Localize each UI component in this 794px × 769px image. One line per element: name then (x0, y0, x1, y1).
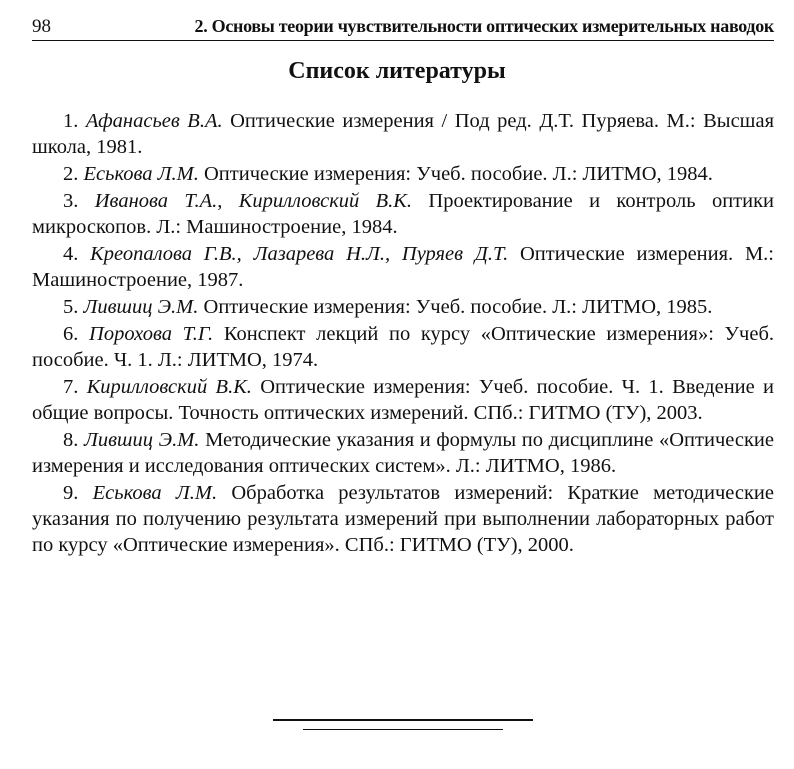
reference-item (32, 321, 774, 373)
reference-author: Еськова Л.М. (83, 163, 199, 185)
reference-number: 2. (63, 163, 79, 185)
reference-item (32, 294, 774, 320)
reference-item (32, 241, 774, 293)
reference-text: Методические указания и формулы по дисциплине «Оптические измерения и исследования оптических систем». Л.: ЛИТМО, 1986. (32, 429, 774, 477)
reference-author: Лившиц Э.М. (83, 296, 199, 318)
end-rule-long (273, 719, 533, 721)
running-title: 2. Основы теории чувствительности оптических измерительных наводок (194, 16, 774, 36)
reference-number: 8. (63, 429, 79, 451)
reference-item (32, 480, 774, 558)
reference-item (32, 161, 774, 187)
reference-text: Оптические измерения. М.: Машиностроение, 1987. (32, 243, 774, 291)
reference-number: 5. (63, 296, 79, 318)
reference-number: 7. (63, 376, 79, 398)
reference-text: Обработка результатов измерений: Краткие методические указания по получению результата измерений при выполнении лабораторных работ по курсу «Оптические измерения». СПб.: ГИТМО (ТУ), 2000. (32, 482, 775, 556)
reference-item (32, 188, 774, 240)
reference-item (32, 108, 774, 160)
reference-author: Еськова Л.М. (92, 482, 218, 504)
reference-item (32, 427, 774, 479)
reference-number: 6. (63, 323, 79, 345)
reference-text: Оптические измерения: Учеб. пособие. Ч. 1. Введение и общие вопросы. Точность оптических измерений. СПб.: ГИТМО (ТУ), 2003. (32, 376, 775, 424)
reference-author: Креопалова Г.В., Лазарева Н.Л., Пуряев Д.Т. (90, 243, 509, 265)
reference-author: Порохова Т.Г. (89, 323, 214, 345)
end-rule-short (303, 729, 503, 730)
reference-item (32, 374, 774, 426)
reference-author: Лившиц Э.М. (84, 429, 200, 451)
reference-text: Конспект лекций по курсу «Оптические измерения»: Учеб. пособие. Ч. 1. Л.: ЛИТМО, 1974. (32, 323, 775, 371)
reference-author: Афанасьев В.А. (85, 110, 223, 132)
reference-text: Проектирование и контроль оптики микроскопов. Л.: Машиностроение, 1984. (32, 190, 775, 238)
reference-number: 4. (63, 243, 79, 265)
reference-number: 1. (63, 110, 79, 132)
reference-number: 3. (63, 190, 79, 212)
reference-author: Кирилловский В.К. (86, 376, 252, 398)
reference-author: Иванова Т.А., Кирилловский В.К. (94, 190, 413, 212)
reference-text: Оптические измерения: Учеб. пособие. Л.: ЛИТМО, 1985. (203, 296, 713, 318)
reference-list (32, 108, 774, 559)
reference-number: 9. (63, 482, 79, 504)
running-header (32, 14, 774, 41)
reference-text: Оптические измерения / Под ред. Д.Т. Пуряева. М.: Высшая школа, 1981. (32, 110, 774, 158)
page-number: 98 (32, 16, 51, 37)
reference-text: Оптические измерения: Учеб. пособие. Л.: ЛИТМО, 1984. (203, 163, 713, 185)
section-heading: Список литературы (288, 58, 506, 84)
